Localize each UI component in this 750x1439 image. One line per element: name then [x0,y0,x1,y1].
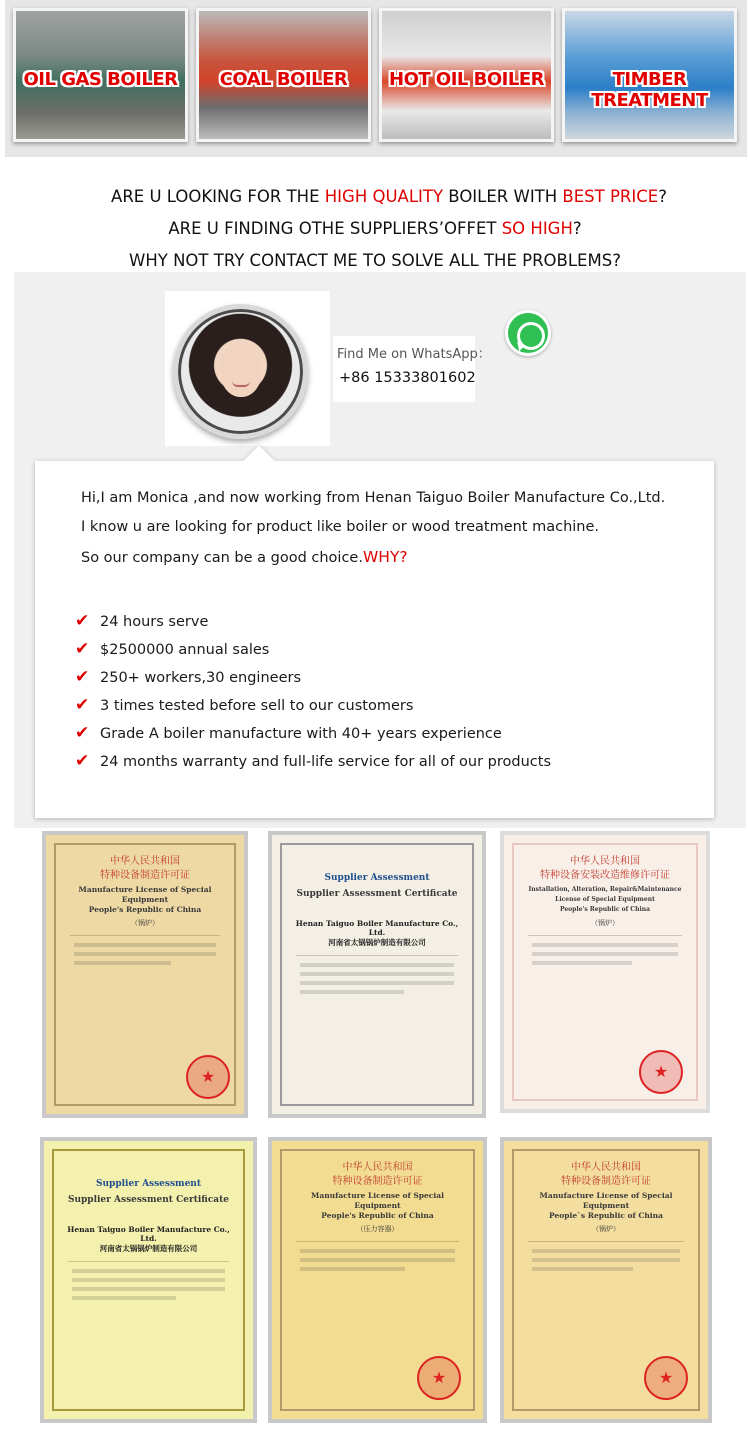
certificate-category: （锅炉） [591,919,619,927]
headline-text: BOILER WITH [443,187,563,206]
certificate-category: （锅炉） [592,1225,620,1233]
certificate-pressure-vessel-license[interactable] [268,1137,487,1423]
headline-text: ? [572,219,582,238]
headline-contact-me: WHY NOT TRY CONTACT ME TO SOLVE ALL THE PROBLEMS? [129,251,621,270]
benefit-item [75,723,502,743]
benefit-text: 250+ workers,30 engineers [100,670,302,686]
certificate-cn-title: 中华人民共和国 特种设备制造许可证 [561,1162,651,1187]
certificate-installation-license[interactable] [500,831,710,1113]
headline-text: ? [658,187,667,206]
benefit-item [75,751,551,771]
benefit-text: 24 hours serve [100,614,209,630]
check-icon: ✔ [75,611,90,631]
avatar [173,304,308,439]
benefit-text: Grade A boiler manufacture with 40+ years experience [100,726,502,742]
certificate-en-title: Supplier Assessment Certificate [67,1195,230,1205]
check-icon: ✔ [75,639,90,659]
red-seal-icon [644,1356,688,1400]
certificate-cn-title: 中华人民共和国 特种设备安装改造维修许可证 [540,856,670,881]
banner-tile-coal-boiler[interactable] [196,8,371,142]
benefit-item [75,639,269,659]
certificate-cn-title: 中华人民共和国 特种设备制造许可证 [100,856,190,881]
banner-tile-timber-treatment[interactable] [562,8,737,142]
check-icon: ✔ [75,695,90,715]
headline-highlight: BEST PRICE [562,187,659,206]
intro-why: WHY? [362,548,408,566]
banner-tile-hot-oil-boiler[interactable] [379,8,554,142]
certificate-frame [280,843,474,1106]
certificate-en-title: Manufacture License of Special Equipment People`s Republic of China [539,1191,673,1220]
certificate-category: （锅炉） [131,919,159,927]
whatsapp-icon[interactable] [505,310,551,356]
whatsapp-phone[interactable]: +86 15333801602 [339,370,476,386]
certificate-en-title: Installation, Alteration, Repair&Maintenance License of Special Equipment People's Republic of China [528,886,682,913]
headline-quality-price [14,187,750,206]
banner-tile-label: OIL GAS BOILER [23,69,178,90]
banner-tile-label: COAL BOILER [219,69,348,90]
headline-text: ARE U LOOKING FOR THE [111,187,325,206]
certificate-manufacture-license-copy[interactable] [500,1137,712,1423]
certificate-company: Henan Taiguo Boiler Manufacture Co., Ltd. 河南省太锅锅炉制造有限公司 [295,919,459,947]
check-icon: ✔ [75,723,90,743]
supplier-assessment-badge: Supplier Assessment [324,873,430,883]
headline-text: ARE U FINDING OTHE SUPPLIERS’OFFET [168,219,502,238]
certificate-en-title: Supplier Assessment Certificate [296,889,458,899]
benefit-text: 3 times tested before sell to our customers [100,698,414,714]
certificate-company: Henan Taiguo Boiler Manufacture Co., Ltd. 河南省太锅锅炉制造有限公司 [67,1225,230,1253]
supplier-assessment-badge: Supplier Assessment [96,1179,201,1189]
intro-line-greeting: Hi,I am Monica ,and now working from Henan Taiguo Boiler Manufacture Co.,Ltd. [81,490,666,506]
certificate-en-title: Manufacture License of Special Equipment People's Republic of China [78,885,212,914]
whatsapp-label: Find Me on WhatsApp： [337,347,491,362]
headline-highlight: HIGH QUALITY [324,187,444,206]
intro-line-choice [81,548,408,566]
red-seal-icon [186,1055,230,1099]
intro-line-products: I know u are looking for product like boiler or wood treatment machine. [81,519,600,535]
certificate-en-title: Manufacture License of Special Equipment People's Republic of China [311,1191,444,1220]
certificate-category: （压力容器） [356,1225,399,1233]
avatar-face [220,343,262,397]
check-icon: ✔ [75,667,90,687]
red-seal-icon [639,1050,683,1094]
benefit-text: 24 months warranty and full-life service for all of our products [100,754,552,770]
banner-tile-label: TIMBER TREATMENT [591,69,708,111]
headline-suppliers [0,219,750,238]
certificate-supplier-assessment[interactable] [268,831,486,1118]
certificate-supplier-assessment-2[interactable] [40,1137,257,1423]
intro-choice-text: So our company can be a good choice. [81,550,363,566]
certificate-manufacture-license-boiler[interactable] [42,831,248,1118]
benefit-item [75,667,301,687]
benefit-text: $2500000 annual sales [100,642,270,658]
product-banner [5,0,747,157]
banner-tile-oil-gas-boiler[interactable] [13,8,188,142]
certificate-cn-title: 中华人民共和国 特种设备制造许可证 [332,1162,423,1187]
certificate-frame [52,1149,245,1411]
banner-tile-label: HOT OIL BOILER [389,69,544,90]
benefit-item [75,695,413,715]
check-icon: ✔ [75,751,90,771]
benefit-item [75,611,208,631]
red-seal-icon [417,1356,461,1400]
headline-highlight: SO HIGH [501,219,573,238]
